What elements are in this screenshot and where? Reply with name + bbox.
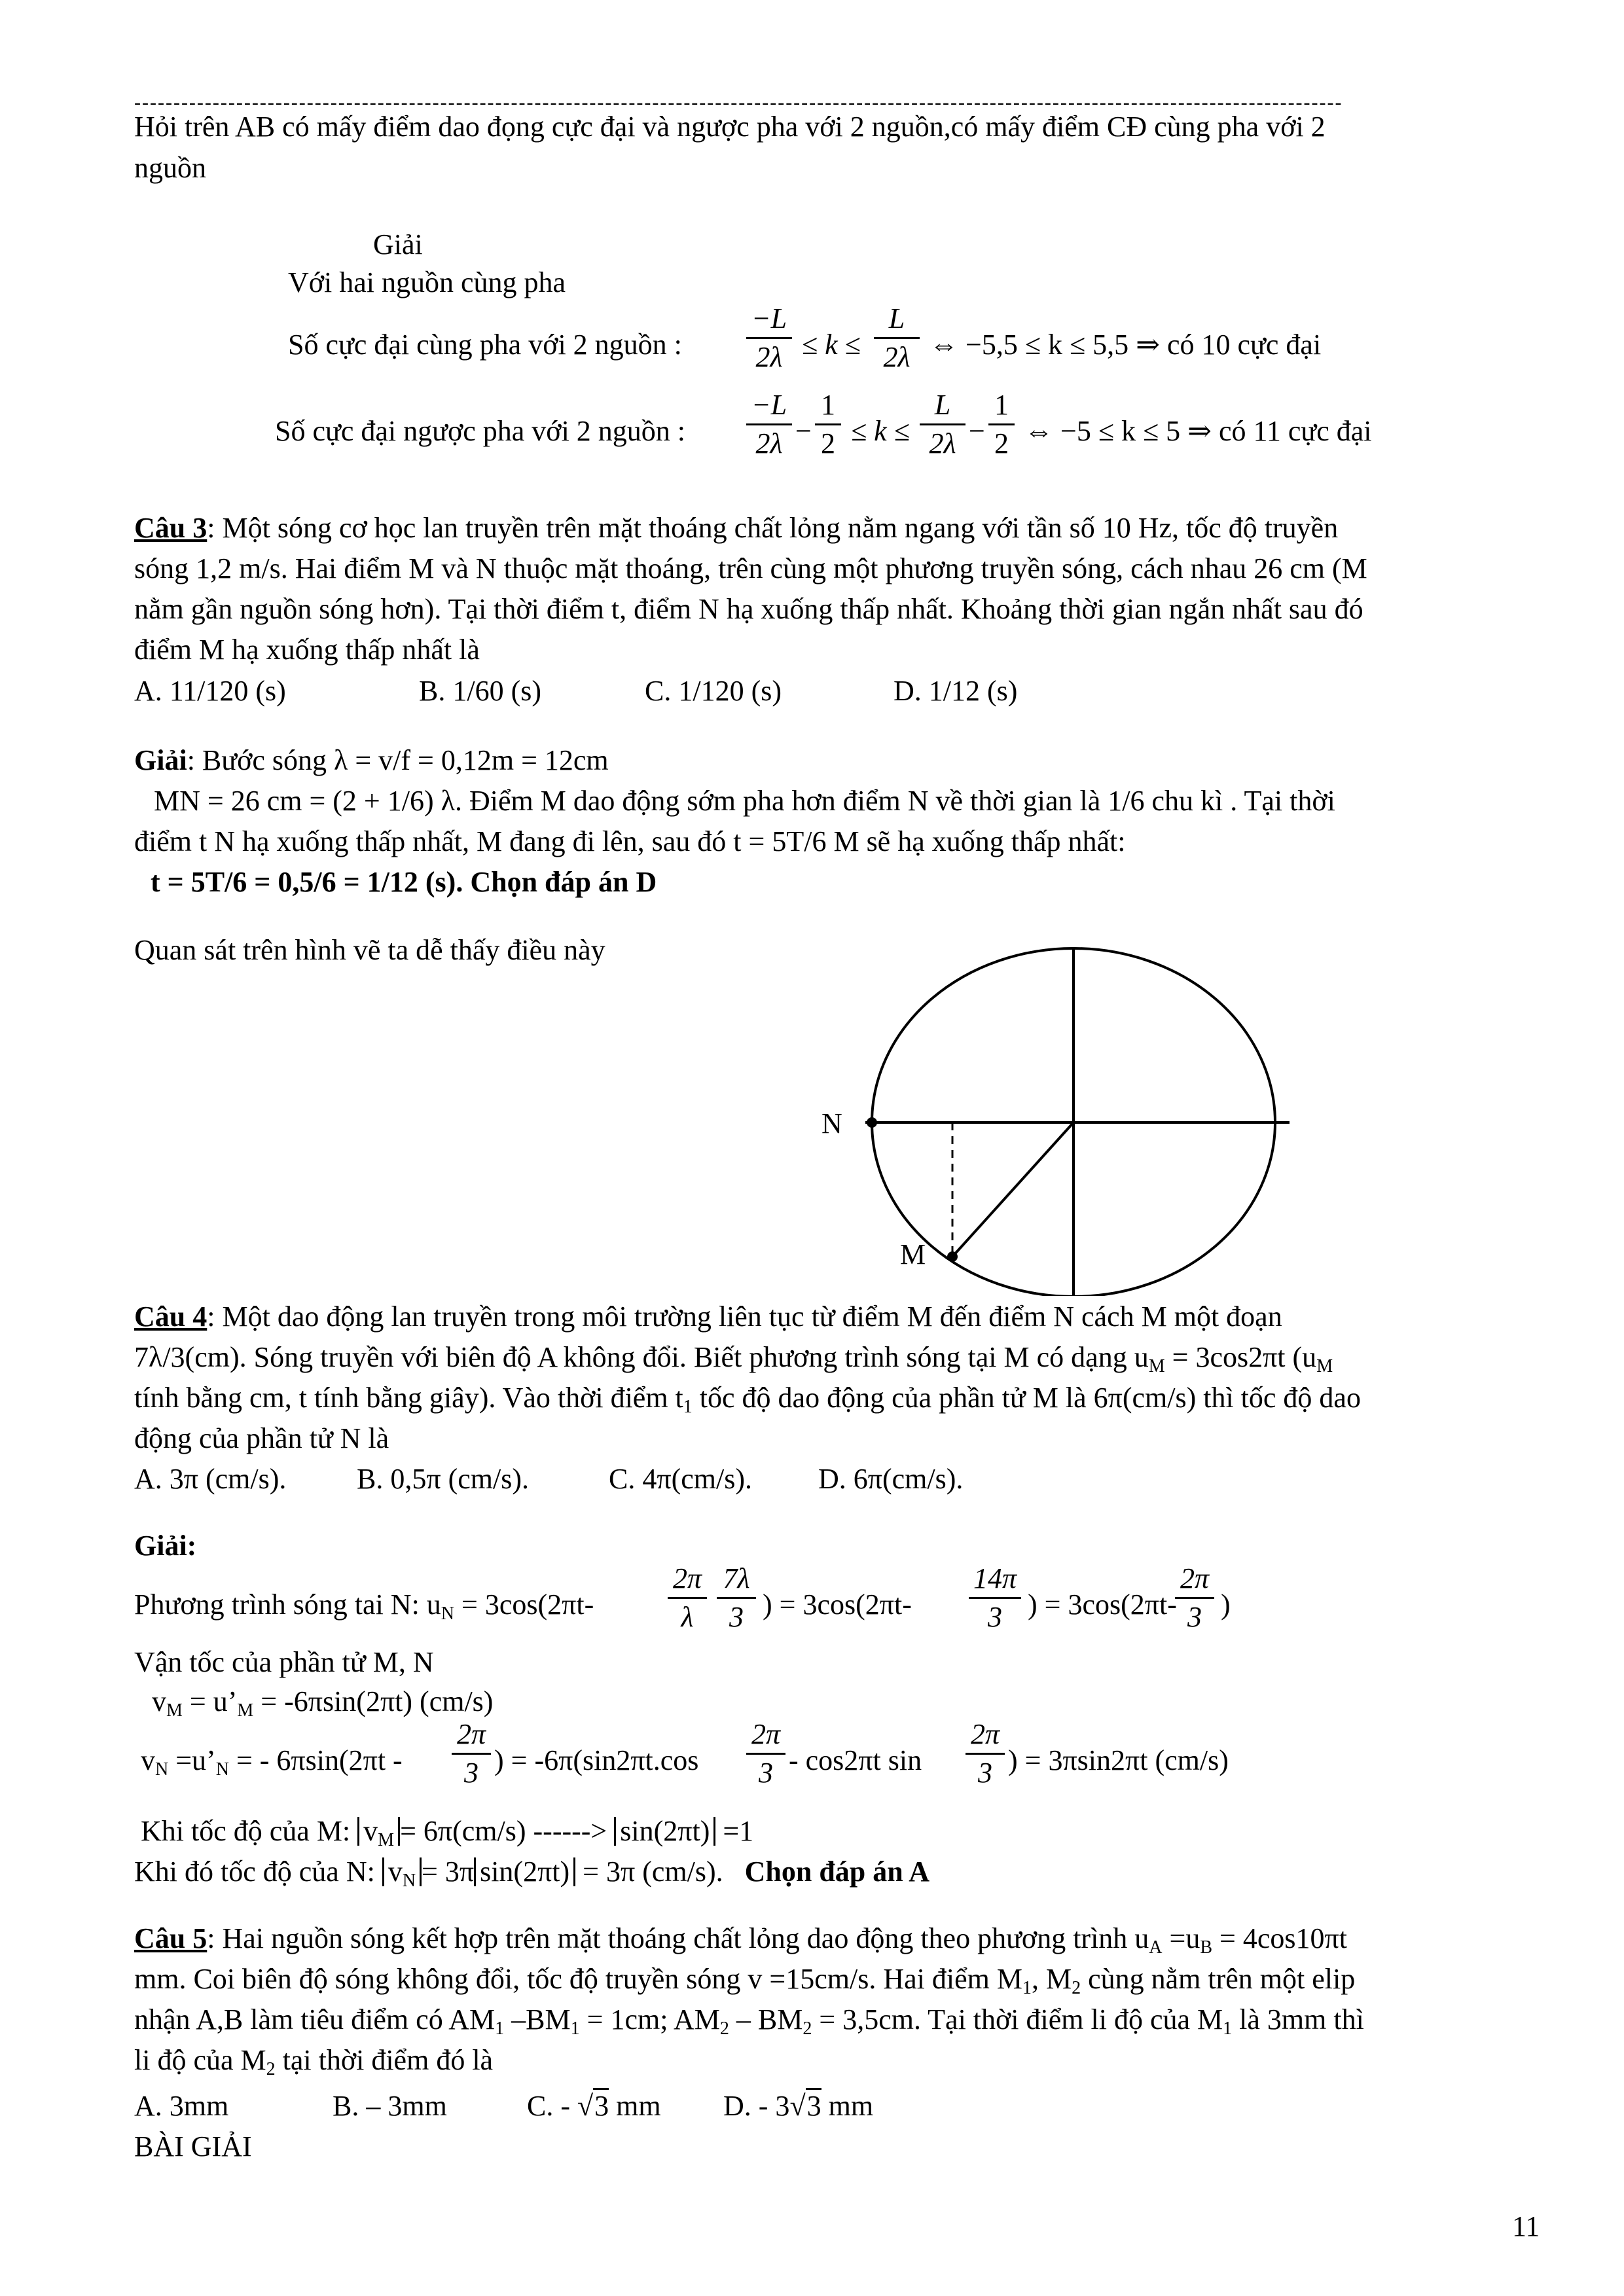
- row2-result: ⇔ −5 ≤ k ≤ 5 ⇒ có 11 cực đại: [1024, 415, 1372, 447]
- fraction-2pi-3-a: 2π 3: [1175, 1564, 1214, 1632]
- cau3-option-d: D. 1/12 (s): [893, 675, 1018, 707]
- cau4-line-2: 7λ/3(cm). Sóng truyền với biên độ A không đổi. Biết phương trình sóng tại M có dạng $u_M = 3\cos 2\pi t$ ($u_M$: [134, 1341, 1333, 1376]
- cau4-option-c: C. 4π(cm/s).: [609, 1463, 752, 1495]
- cau4-velocity-N-d: ) = 3πsin2πt (cm/s): [1008, 1744, 1229, 1776]
- cau4-wave-equation-mid: ) = 3cos(2πt-: [763, 1588, 912, 1621]
- row1-inequality: ≤ k ≤: [802, 329, 861, 361]
- page-number: 11: [1512, 2210, 1540, 2242]
- cau5-option-a: A. 3mm: [134, 2090, 229, 2122]
- cau4-velocity-N-b: ) = -6π(sin2πt.cos: [494, 1744, 699, 1776]
- fraction-negL-2lambda-b: −L 2λ: [746, 391, 792, 458]
- cau4-wave-equation: Phương trình sóng tai N: $u_N = 3\cos(2\pi t-$: [134, 1588, 594, 1624]
- cau3-observe: Quan sát trên hình vẽ ta dễ thấy điều này: [134, 934, 605, 966]
- cau5-line-1: Câu 5: Hai nguồn sóng kết hợp trên mặt thoáng chất lỏng dao động theo phương trình $u_A =u_B = 4\cos 10\pi t$: [134, 1922, 1347, 1958]
- cau5-option-b: B. – 3mm: [333, 2090, 447, 2122]
- row2-minus-2: −: [969, 415, 985, 447]
- fraction-1-2-a: 1 2: [815, 391, 841, 458]
- fraction-14pi-3: 14π 3: [969, 1564, 1021, 1632]
- cau5-solution-heading: BÀI GIẢI: [134, 2130, 252, 2162]
- fraction-2pi-3-d: 2π 3: [965, 1720, 1005, 1787]
- cau4-wave-equation-end: ) = 3cos(2πt-: [1028, 1588, 1177, 1621]
- fraction-L-2lambda: L 2λ: [874, 304, 920, 372]
- cau3-solution-2: MN = 26 cm = (2 + 1/6) λ. Điểm M dao động sớm pha hơn điểm N về thời gian là 1/6 chu kì . Tại thời: [154, 785, 1335, 817]
- label-point-M: M: [900, 1238, 926, 1270]
- cau3-line-3: nằm gần nguồn sóng hơn). Tại thời điểm t, điểm N hạ xuống thấp nhất. Khoảng thời gian ngắn nhất sau đó: [134, 593, 1363, 625]
- cau4-line-3: tính bằng cm, t tính bằng giây). Vào thời điểm $t_1$ tốc độ dao động của phần tử M là 6π(cm/s) thì tốc độ dao: [134, 1382, 1361, 1417]
- cau3-option-c: C. 1/120 (s): [645, 675, 782, 707]
- point-M-dot: [947, 1251, 958, 1262]
- cau3-line-4: điểm M hạ xuống thấp nhất là: [134, 634, 480, 666]
- cau3-option-a: A. 11/120 (s): [134, 675, 286, 707]
- row2-inequality: ≤ k ≤: [851, 415, 910, 447]
- cau4-option-d: D. 6π(cm/s).: [818, 1463, 964, 1495]
- cau5-line-4: li độ của $M_2$ tại thời điểm đó là: [134, 2044, 494, 2079]
- row2-minus-1: −: [795, 415, 812, 447]
- intro-line-1: Hỏi trên AB có mấy điểm dao đọng cực đại và ngược pha với 2 nguồn,có mấy điểm CĐ cùng pha với 2: [134, 111, 1326, 143]
- cau4-velocity-N-c: - cos2πt sin: [789, 1744, 922, 1776]
- page-separator: ----------------------------------------------------------------------------------------------------------------------------------------------------------: [134, 92, 1343, 113]
- fraction-L-2lambda-b: L 2λ: [920, 391, 965, 458]
- cau4-option-b: B. 0,5π (cm/s).: [357, 1463, 529, 1495]
- giai-heading: Giải: [373, 228, 423, 260]
- fraction-7lambda-3: 7λ 3: [717, 1564, 756, 1632]
- cau4-wave-equation-close: ): [1221, 1588, 1231, 1621]
- point-N-dot: [867, 1117, 877, 1128]
- fraction-2pi-3-c: 2π 3: [746, 1720, 785, 1787]
- fraction-negL-2lambda: −L 2λ: [746, 304, 792, 372]
- cau5-line-2: mm. Coi biên độ sóng không đổi, tốc độ truyền sóng v =15cm/s. Hai điểm $M_1$, $M_2$ cùng nằm trên một elip: [134, 1963, 1356, 1998]
- fraction-2pi-lambda: 2π λ: [668, 1564, 707, 1632]
- cau3-option-b: B. 1/60 (s): [419, 675, 541, 707]
- cau4-option-a: A. 3π (cm/s).: [134, 1463, 287, 1495]
- cau5-option-c: C. - √3 mm: [527, 2092, 661, 2121]
- row1-label: Số cực đại cùng pha với 2 nguồn :: [288, 329, 682, 361]
- cau3-line-1: Câu 3: Một sóng cơ học lan truyền trên mặt thoáng chất lỏng nằm ngang với tần số 10 Hz, tốc độ truyền: [134, 512, 1339, 544]
- cau4-line-4: động của phần tử N là: [134, 1422, 389, 1454]
- cau4-speed-M: Khi tốc độ của M: $v_M = 6\pi(cm/s)$ ------> sin(2πt) =1: [141, 1815, 754, 1850]
- cau4-velocity-M: $v_M$ = $u’_M = -6\pi\sin(2\pi t)$ (cm/s): [152, 1685, 494, 1721]
- row2-label: Số cực đại ngược pha với 2 nguồn :: [275, 415, 686, 447]
- label-point-N: N: [821, 1107, 842, 1139]
- fraction-2pi-3-b: 2π 3: [452, 1720, 491, 1787]
- cung-pha-note: Với hai nguồn cùng pha: [288, 266, 566, 298]
- fraction-1-2-b: 1 2: [988, 391, 1015, 458]
- cau4-velocity-heading: Vận tốc của phần tử M, N: [134, 1646, 434, 1678]
- cau4-solution-heading: Giải:: [134, 1530, 197, 1562]
- intro-line-2: nguồn: [134, 152, 206, 184]
- row1-result: ⇔ −5,5 ≤ k ≤ 5,5 ⇒ có 10 cực đại: [929, 329, 1322, 361]
- cau5-line-3: nhận A,B làm tiêu điểm có $AM_1$ $-BM_1 = 1cm$; $AM_2 - BM_2 = 3,5cm$. Tại thời điểm li độ của $M_1$ là 3mm thì: [134, 2003, 1364, 2039]
- cau4-line-1: Câu 4: Một dao động lan truyền trong môi trường liên tục từ điểm M đến điểm N cách M một đoạn: [134, 1300, 1282, 1333]
- cau3-solution-answer: t = 5T/6 = 0,5/6 = 1/12 (s). Chọn đáp án D: [151, 866, 657, 898]
- cau4-speed-N: Khi đó tốc độ của N: $v_N = 3\pi$ sin(2πt) = 3π (cm/s). Chọn đáp án A: [134, 1856, 930, 1891]
- cau3-solution-3: điểm t N hạ xuống thấp nhất, M đang đi lên, sau đó t = 5T/6 M sẽ hạ xuống thấp nhất:: [134, 825, 1126, 857]
- cau5-option-d: D. - 3√3 mm: [723, 2092, 873, 2121]
- cau3-line-2: sóng 1,2 m/s. Hai điểm M và N thuộc mặt thoáng, trên cùng một phương truyền sóng, cách nhau 26 cm (M: [134, 552, 1367, 584]
- cau3-solution-1: Giải: Bước sóng λ = v/f = 0,12m = 12cm: [134, 744, 609, 776]
- cau4-velocity-N-a: $v_N$ $=u’_N$ = - 6πsin(2πt -: [141, 1744, 403, 1780]
- radius-to-M: [952, 1122, 1074, 1257]
